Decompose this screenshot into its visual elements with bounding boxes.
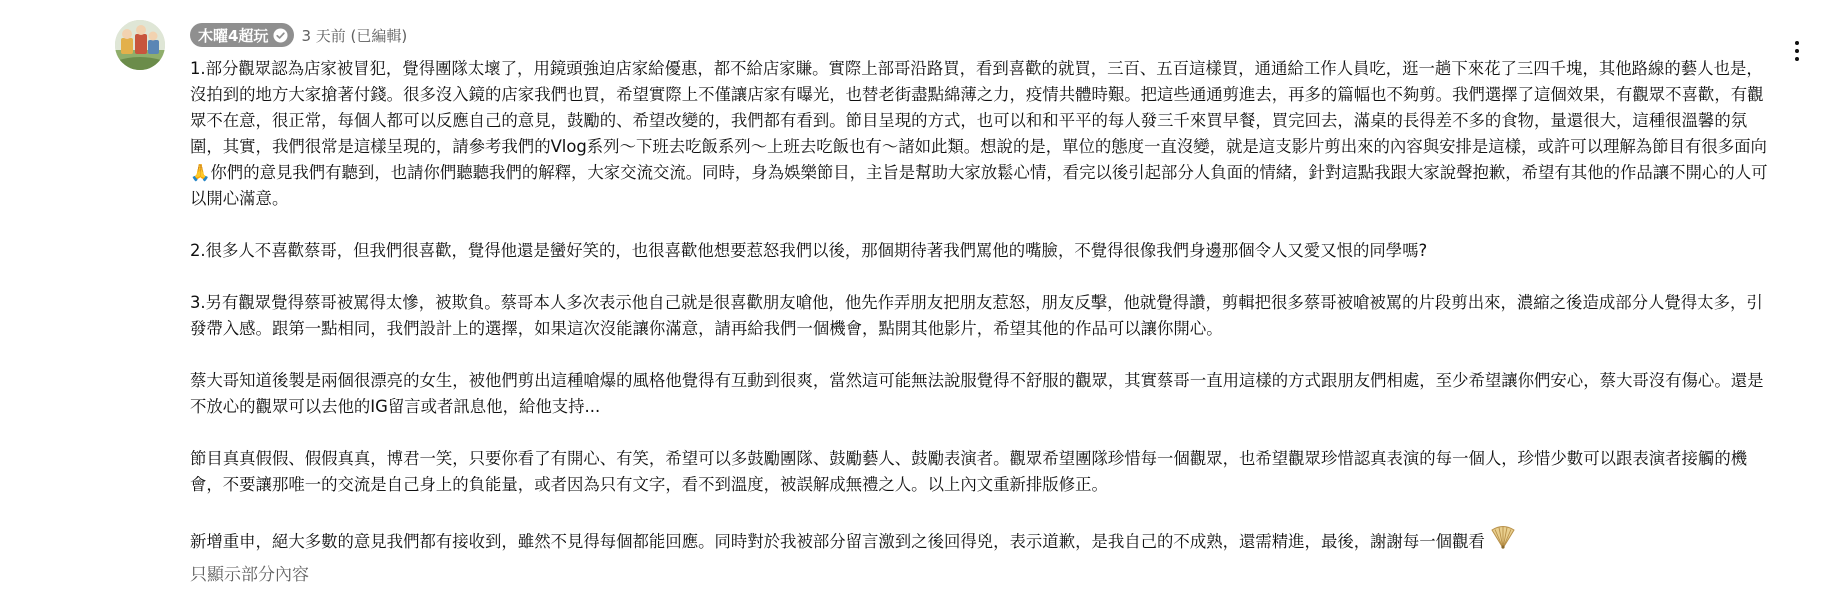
- comment-header: [190, 22, 407, 48]
- avatar-illustration-icon: [115, 20, 165, 70]
- verified-check-icon: [273, 28, 288, 43]
- comment-paragraph: 1.部分觀眾認為店家被冒犯，覺得團隊太壞了，用鏡頭強迫店家給優惠，都不給店家賺。實際上部哥沿路買，看到喜歡的就買，三百、五百這樣買，通通給工作人員吃，逛一趟下來花了三四千塊，其他路線的藝人也是，沒拍到的地方大家搶著付錢。很多沒入鏡的店家我們也買，希望實際上不僅讓店家有曝光，也替老街盡點綿薄之力，疫情共體時艱。把這些通通剪進去，再多的篇幅也不夠剪。我們選擇了這個效果，有觀眾不喜歡，有觀眾不在意，很正常，每個人都可以反應自己的意見，鼓勵的、希望改變的，我們都有看到。節目呈現的方式，也可以和和平平的每人發三千來買早餐，買完回去，滿桌的長得差不多的食物，量還很大，這種很溫馨的氛圍，其實，我們很常是這樣呈現的，請參考我們的Vlog系列～下班去吃飯系列～上班去吃飯也有～諸如此類。想說的是，單位的態度一直沒變，就是這支影片剪出來的內容與安排是這樣，或許可以理解為節目有很多面向🙏你們的意見我們有聽到，也請你們聽聽我們的解釋，大家交流交流。同時，身為娛樂節目，主旨是幫助大家放鬆心情，看完以後引起部分人負面的情緒，針對這點我跟大家說聲抱歉，希望有其他的作品讓不開心的人可以開心滿意。: [190, 59, 1768, 208]
- author-badge[interactable]: [190, 23, 294, 47]
- author-name[interactable]: 木曜4超玩: [198, 26, 269, 45]
- comment-paragraph-text: 新增重申，絕大多數的意見我們都有接收到，雖然不見得每個都能回應。同時對於我被部分留言激到之後回得兇，表示道歉，是我自己的不成熟，還需精進，最後，謝謝每一個觀看: [190, 532, 1485, 551]
- comment-paragraph: 節目真真假假、假假真真，博君一笑，只要你看了有開心、有笑，希望可以多鼓勵團隊、鼓勵藝人、鼓勵表演者。觀眾希望團隊珍惜每一個觀眾，也希望觀眾珍惜認真表演的每一個人，珍惜少數可以跟表演者接觸的機會，不要讓那唯一的交流是自己身上的負能量，或者因為只有文字，看不到溫度，被誤解成無禮之人。以上內文重新排版修正。: [190, 449, 1748, 494]
- comment-timestamp[interactable]: 3 天前 (已編輯): [301, 26, 408, 45]
- comment-paragraph-last: [190, 524, 1770, 555]
- folding-fan-icon: [1490, 524, 1516, 550]
- show-less-button[interactable]: 只顯示部分內容: [190, 565, 309, 585]
- more-actions-icon[interactable]: [1785, 36, 1809, 66]
- comment-paragraph: 2.很多人不喜歡蔡哥，但我們很喜歡，覺得他還是蠻好笑的，也很喜歡他想要惹怒我們以後，那個期待著我們罵他的嘴臉，不覺得很像我們身邊那個令人又愛又恨的同學嗎?: [190, 241, 1428, 260]
- comment-body: [190, 56, 1770, 555]
- comment-paragraph: 3.另有觀眾覺得蔡哥被罵得太慘，被欺負。蔡哥本人多次表示他自己就是很喜歡朋友嗆他，他先作弄朋友把朋友惹怒，朋友反擊，他就覺得讚，剪輯把很多蔡哥被嗆被罵的片段剪出來，濃縮之後造成部分人覺得太多，引發帶入感。跟第一點相同，我們設計上的選擇，如果這次沒能讓你滿意，請再給我們一個機會，點開其他影片，希望其他的作品可以讓你開心。: [190, 293, 1763, 338]
- author-avatar[interactable]: [115, 20, 165, 70]
- comment-paragraph: 蔡大哥知道後製是兩個很漂亮的女生，被他們剪出這種嗆爆的風格他覺得有互動到很爽，當然這可能無法說服覺得不舒服的觀眾，其實蔡哥一直用這樣的方式跟朋友們相處，至少希望讓你們安心，蔡大哥沒有傷心。還是不放心的觀眾可以去他的IG留言或者訊息他，給他支持...: [190, 371, 1764, 416]
